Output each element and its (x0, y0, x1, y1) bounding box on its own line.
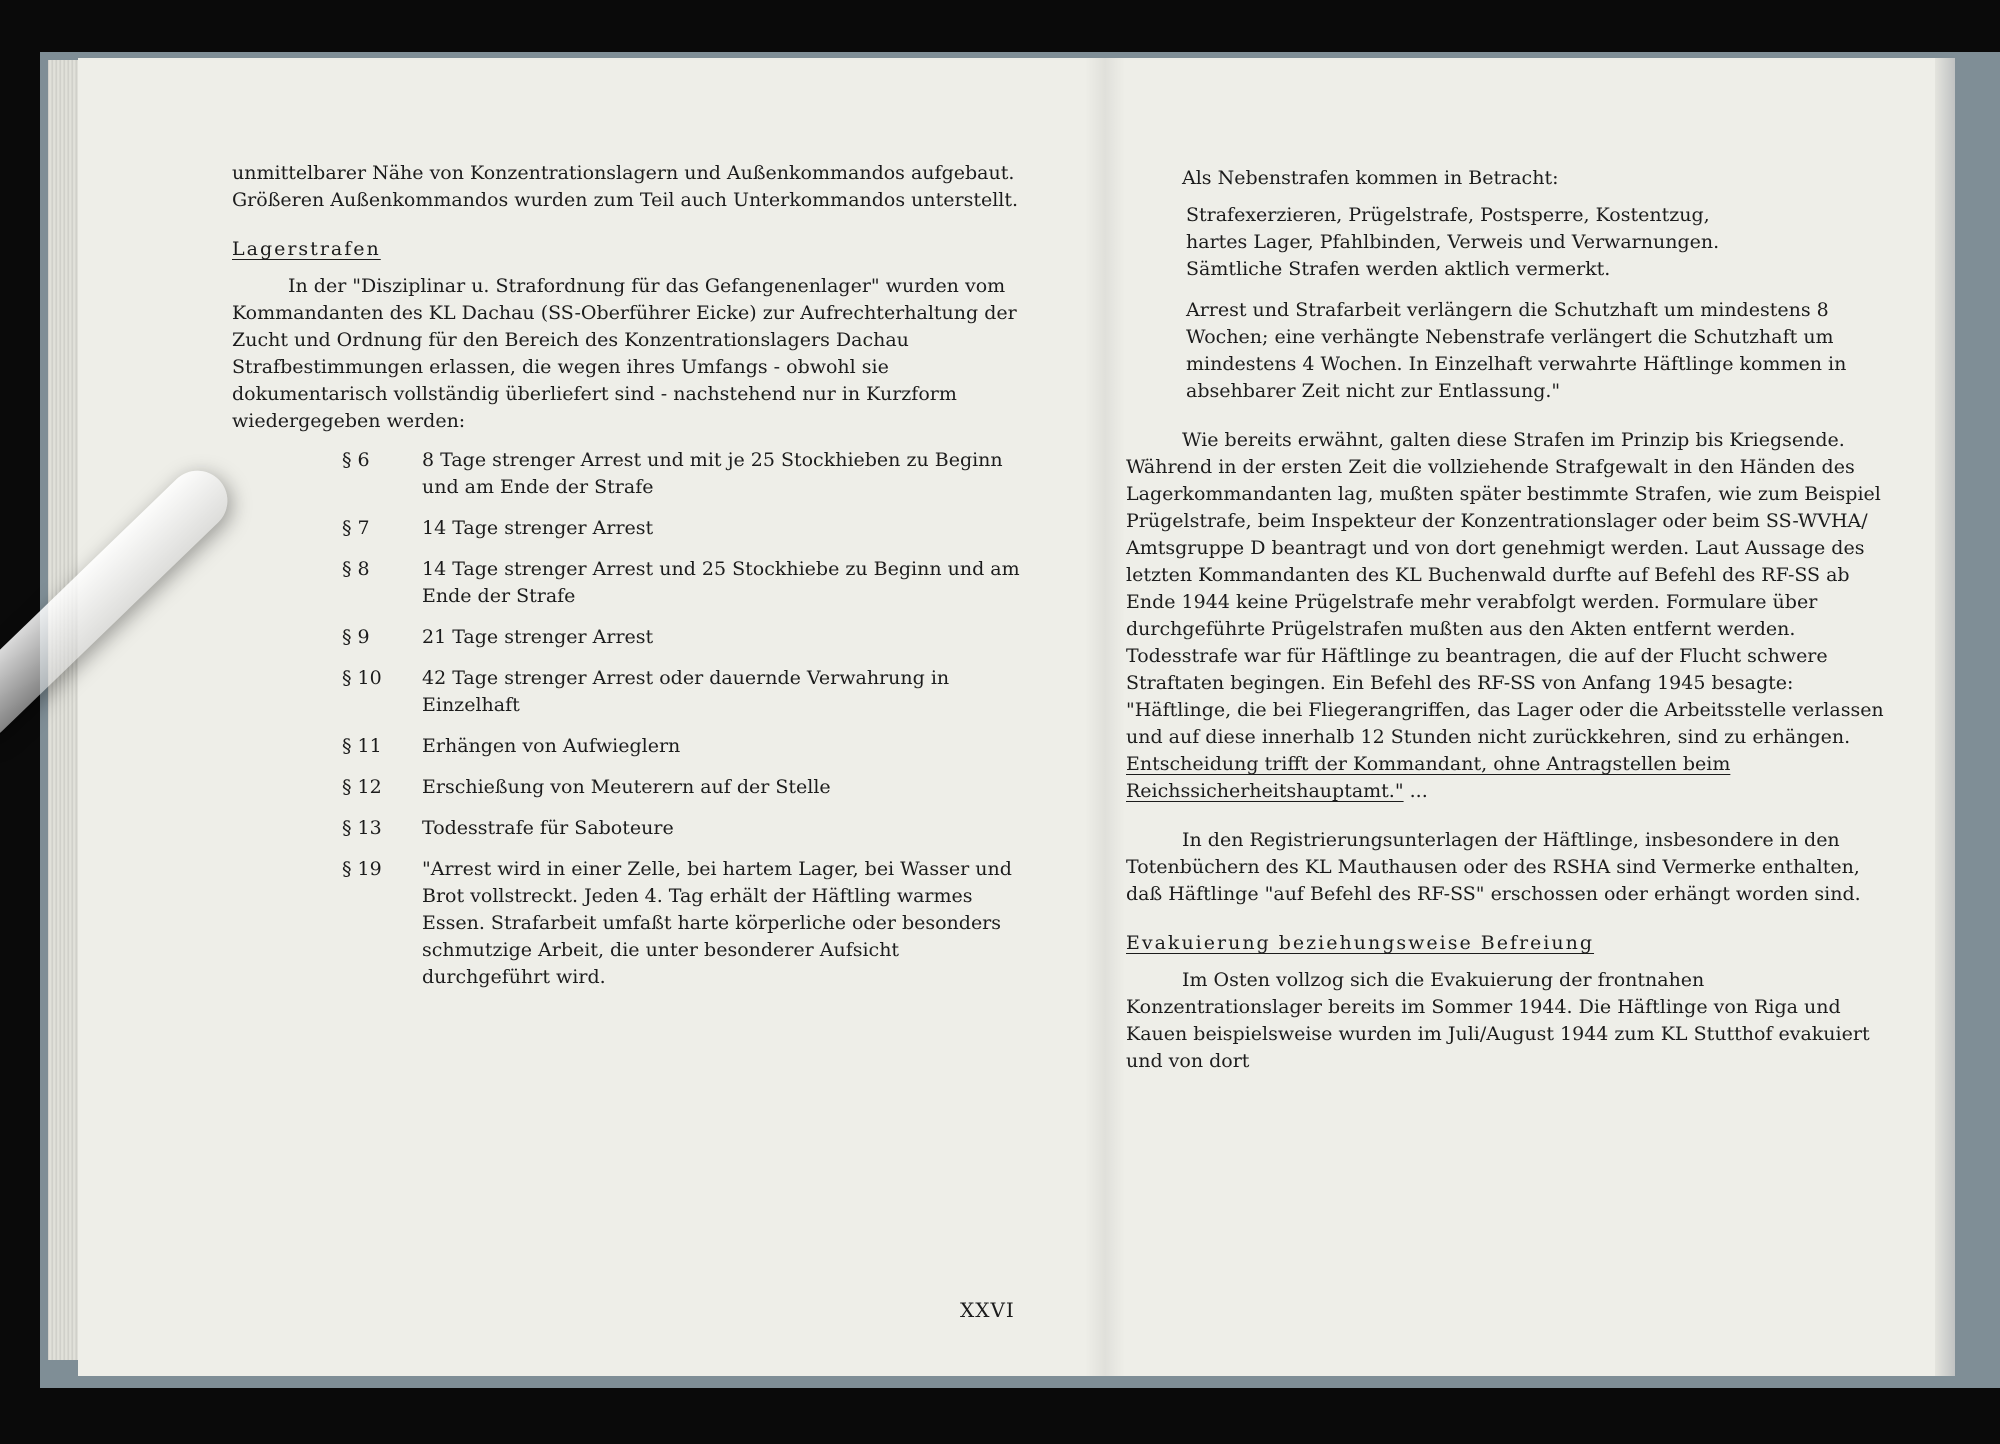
rule-item (232, 515, 1032, 542)
rule-item (232, 856, 1032, 991)
nebenstrafen-list (1126, 202, 1886, 283)
rule-section: § 19 (342, 858, 382, 880)
rule-item (232, 774, 1032, 801)
kriegsende-text: Wie bereits erwähnt, galten diese Strafen im Prinzip bis Kriegsende. Während in der ersten Zeit die vollziehende Strafgewalt in den Händen des Lagerkommandanten lag, mußten später bestimmte Strafen, wie zum Beispiel Prügelstrafe, beim Inspekteur der Konzentrationslager oder beim SS-WVHA/ Amtsgruppe D beantragt und von dort genehmigt werden. Laut Aussage des letzten Kommandanten des KL Buchenwald durfte auf Befehl des RF-SS ab Ende 1944 keine Prügelstrafe mehr verabfolgt werden. Formulare über durchgeführte Prügelstrafen mußten aus den Akten entfernt werden. Todesstrafe war für Häftlinge zu beantragen, die auf der Flucht schwere Straftaten begingen. Ein Befehl des RF-SS von Anfang 1945 besagte: "Häftlinge, die bei Fliegerangriffen, das Lager oder die Arbeitsstelle verlassen und auf diese innerhalb 12 Stunden nicht zurückkehren, sind zu erhängen. (1126, 429, 1884, 748)
book-gutter (1085, 58, 1125, 1376)
rule-text: 14 Tage strenger Arrest und 25 Stockhiebe zu Beginn und am Ende der Strafe (422, 558, 1020, 607)
intro-line-2: Größeren Außenkommandos wurden zum Teil auch Unterkommandos unterstellt. (232, 189, 1019, 211)
registrierung-paragraph: In den Registrierungsunterlagen der Häftlinge, insbesondere in den Totenbüchern des KL Mauthausen oder des RSHA sind Vermerke enthalten, daß Häftlinge "auf Befehl des RF-SS" erschossen oder erhängt worden sind. (1126, 829, 1861, 905)
schutzhaft-paragraph: Arrest und Strafarbeit verlängern die Schutzhaft um mindestens 8 Wochen; eine verhängte Nebenstrafe verlängert die Schutzhaft um mindestens 4 Wochen. In Einzelhaft verwahrte Häftlinge kommen in absehbarer Zeit nicht zur Entlassung." (1186, 299, 1847, 402)
rule-section: § 11 (342, 735, 382, 757)
rule-item (232, 447, 1032, 501)
rule-item (232, 665, 1032, 719)
rule-item (232, 733, 1032, 760)
left-column (232, 160, 1032, 991)
evakuierung-paragraph: Im Osten vollzog sich die Evakuierung der frontnahen Konzentrationslager bereits im Sommer 1944. Die Häftlinge von Riga und Kauen beispielsweise wurden im Juli/August 1944 zum KL Stutthof evakuiert und von dort (1126, 969, 1870, 1072)
nebenstrafen-intro: Als Nebenstrafen kommen in Betracht: (1182, 167, 1559, 189)
intro-line-1: unmittelbarer Nähe von Konzentrationslagern und Außenkommandos aufgebaut. (232, 162, 1015, 184)
list-line: Sämtliche Strafen werden aktlich vermerkt. (1186, 258, 1611, 280)
rule-text: 42 Tage strenger Arrest oder dauernde Verwahrung in Einzelhaft (422, 667, 950, 716)
page-number: XXVI (960, 1298, 1015, 1322)
rule-section: § 13 (342, 817, 382, 839)
rule-text: Erhängen von Aufwieglern (422, 735, 681, 757)
rule-section: § 6 (342, 449, 370, 471)
rule-text: Todesstrafe für Saboteure (422, 817, 674, 839)
underlined-quote: Entscheidung trifft der Kommandant, ohne Antragstellen beim Reichssicherheitshauptamt." (1126, 753, 1731, 802)
rule-section: § 9 (342, 626, 370, 648)
rule-text: 14 Tage strenger Arrest (422, 517, 654, 539)
body-paragraph: In der "Disziplinar u. Strafordnung für das Gefangenenlager" wurden vom Kommandanten des KL Dachau (SS-Oberführer Eicke) zur Aufrechterhaltung der Zucht und Ordnung für den Bereich des Konzentrationslagers Dachau Strafbestimmungen erlassen, die wegen ihres Umfangs - obwohl sie dokumentarisch vollständig überliefert sind - nachstehend nur in Kurzform wiedergegeben werden: (232, 275, 1017, 432)
rule-section: § 7 (342, 517, 370, 539)
section-heading-lagerstrafen: Lagerstrafen (232, 238, 381, 260)
rule-item (232, 624, 1032, 651)
rule-text: 8 Tage strenger Arrest und mit je 25 Stockhieben zu Beginn und am Ende der Strafe (422, 449, 1003, 498)
section-heading-evakuierung: Evakuierung beziehungsweise Befreiung (1126, 932, 1595, 954)
kriegsende-paragraph (1126, 427, 1886, 805)
rule-section: § 8 (342, 558, 370, 580)
rule-section: § 10 (342, 667, 382, 689)
rule-item (232, 556, 1032, 610)
rule-text: "Arrest wird in einer Zelle, bei hartem Lager, bei Wasser und Brot vollstreckt. Jeden 4. Tag erhält der Häftling warmes Essen. Strafarbeit umfaßt harte körperliche oder besonders schmutzige Arbeit, die unter besonderer Aufsicht durchgeführt wird. (422, 858, 1012, 988)
rule-text: Erschießung von Meuterern auf der Stelle (422, 776, 831, 798)
list-line: hartes Lager, Pfahlbinden, Verweis und Verwarnungen. (1186, 231, 1720, 253)
right-column (1126, 165, 1886, 1075)
rule-item (232, 815, 1032, 842)
rule-text: 21 Tage strenger Arrest (422, 626, 654, 648)
ellipsis: ... (1403, 780, 1428, 802)
page-right-edge (1935, 58, 1955, 1376)
list-line: Strafexerzieren, Prügelstrafe, Postsperre, Kostentzug, (1186, 204, 1710, 226)
rule-section: § 12 (342, 776, 382, 798)
